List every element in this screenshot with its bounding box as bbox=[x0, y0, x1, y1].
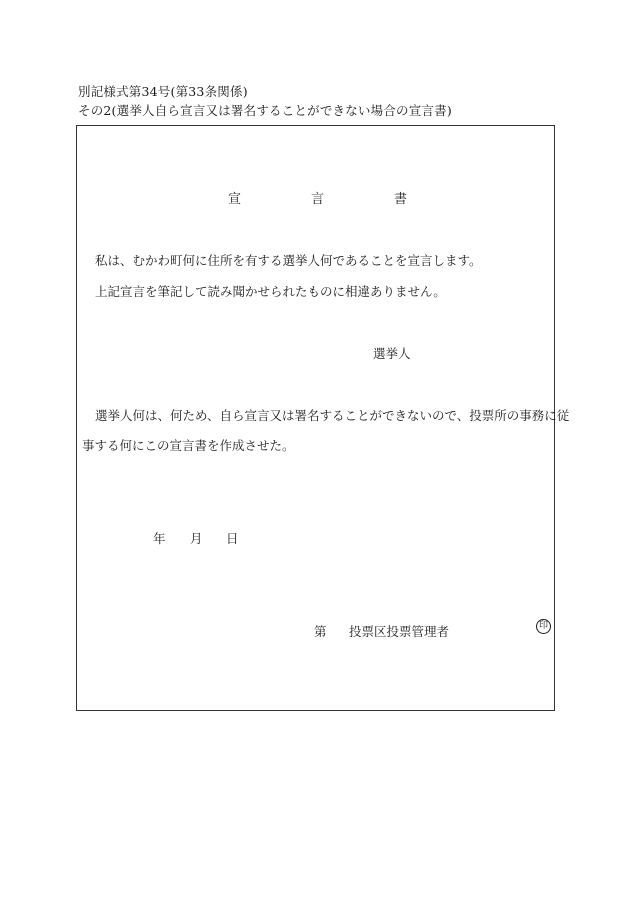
note-line-2: 事する何にこの宣言書を作成させた。 bbox=[82, 438, 295, 453]
declaration-line-2: 上記宣言を筆記して読み聞かせられたものに相違ありません。 bbox=[95, 284, 446, 299]
voter-label: 選挙人 bbox=[373, 346, 411, 361]
form-subtitle: その2(選挙人自ら宣言又は署名することができない場合の宣言書) bbox=[78, 103, 452, 118]
signature-role: 投票区投票管理者 bbox=[349, 624, 450, 639]
declaration-line-1: 私は、むかわ町何に住所を有する選挙人何であることを宣言します。 bbox=[95, 253, 482, 268]
date-month: 月 bbox=[190, 531, 203, 546]
document-title-char-3: 書 bbox=[394, 192, 408, 207]
date-day: 日 bbox=[226, 531, 239, 546]
date-year: 年 bbox=[153, 531, 166, 546]
seal-mark: 印 bbox=[536, 619, 551, 634]
note-line-1: 選挙人何は、何ため、自ら宣言又は署名することができないので、投票所の事務に従 bbox=[95, 408, 570, 423]
form-reference: 別記様式第34号(第33条関係) bbox=[78, 84, 248, 99]
document-title-char-1: 宣 bbox=[228, 192, 242, 207]
signature-prefix: 第 bbox=[314, 624, 327, 639]
document-title-char-2: 言 bbox=[311, 192, 325, 207]
